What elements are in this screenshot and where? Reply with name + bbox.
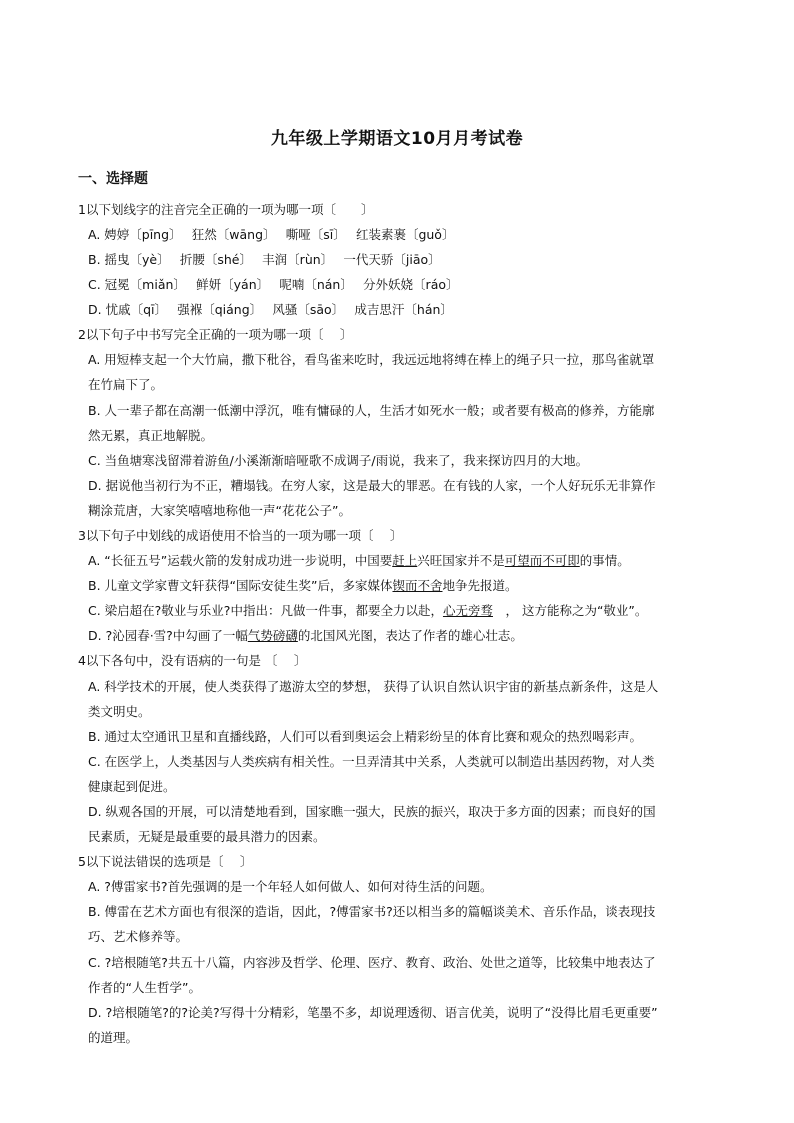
underlined-idiom: 锲而不舍	[392, 578, 443, 593]
question-4-option-b: B. 通过太空通讯卫星和直播线路，人们可以看到奥运会上精彩纷呈的体育比赛和观众的热烈喝彩声。	[88, 729, 643, 744]
option-d-text-1: D. ?沁园春·雪?中勾画了一幅	[88, 628, 248, 643]
underlined-phrase: 赶上	[392, 553, 418, 568]
option-d-text-2: 的北国风光图，表达了作者的雄心壮志。	[297, 628, 523, 643]
question-2-option-c: C. 当鱼塘寒浅留滞着游鱼/小溪渐渐暗哑歌不成调子/雨说，我来了，我来探访四月的大地。	[88, 453, 589, 468]
question-1-option-a: A. 娉婷〔pīng〕 狂然〔wāng〕 嘶哑〔sī〕 红装素裹〔guǒ〕	[88, 227, 455, 242]
question-2-option-d: D. 据说他当初行为不正，糟塌钱。在穷人家，这是最大的罪恶。在有钱的人家，一个人好玩乐无非算作	[88, 478, 656, 493]
question-3-option-d	[88, 628, 523, 644]
question-5-option-a: A. ?傅雷家书?首先强调的是一个年轻人如何做人、如何对待生活的问题。	[88, 879, 493, 894]
question-2-option-a: A. 用短棒支起一个大竹扁，撒下秕谷，看鸟雀来吃时，我远远地将缚在棒上的绳子只一拉，那鸟雀就罩	[88, 352, 655, 367]
question-1-stem: 1以下划线字的注音完全正确的一项为哪一项〔 〕	[78, 202, 374, 217]
question-3-option-b	[88, 578, 518, 594]
option-a-text-2: 兴旺国家并不是	[417, 553, 505, 568]
option-b-text-1: B. 儿童文学家曹文轩获得“国际安徒生奖”后，多家媒体	[88, 578, 393, 593]
question-2-option-b-cont: 然无累，真正地解脱。	[88, 428, 214, 443]
underlined-idiom: 气势磅礴	[247, 628, 298, 643]
question-2-option-d-cont: 糊涂荒唐，大家笑嘻嘻地称他一声“花花公子”。	[88, 503, 351, 518]
option-a-text-1: A. “长征五号”运载火箭的发射成功进一步说明，中国要	[88, 553, 393, 568]
question-3-option-c	[88, 603, 647, 619]
question-5-option-b-cont: 巧、艺术修养等。	[88, 929, 189, 944]
section-heading: 一、选择题	[78, 171, 148, 187]
underlined-idiom: 可望而不可即	[504, 553, 580, 568]
question-4-option-c-cont: 健康起到促进。	[88, 779, 176, 794]
question-2-stem: 2以下句子中书写完全正确的一项为哪一项〔 〕	[78, 327, 353, 342]
question-5-option-c: C. ?培根随笔?共五十八篇，内容涉及哲学、伦理、医疗、教育、政治、处世之道等，比较集中地表达了	[88, 955, 656, 970]
question-2-option-b: B. 人一辈子都在高潮一低潮中浮沉，唯有慵碌的人，生活才如死水一般；或者要有极高的修养，方能廓	[88, 403, 655, 418]
question-4-option-d: D. 纵观各国的开展，可以清楚地看到，国家瞧一强大，民族的振兴，取决于多方面的因素；而良好的国	[88, 804, 656, 819]
question-3-option-a	[88, 553, 630, 569]
option-c-text-2: ， 这方能称之为“敬业”。	[492, 603, 648, 618]
question-5-option-c-cont: 作者的“人生哲学”。	[88, 980, 201, 995]
question-4-option-a-cont: 类文明史。	[88, 704, 151, 719]
question-4-option-c: C. 在医学上，人类基因与人类疾病有相关性。一旦弄清其中关系，人类就可以制造出基因药物，对人类	[88, 754, 655, 769]
option-a-text-3: 的事情。	[579, 553, 630, 568]
question-4-option-a: A. 科学技术的开展，使人类获得了遨游太空的梦想， 获得了认识自然认识宇宙的新基点新条件，这是人	[88, 679, 659, 694]
question-5-option-d-cont: 的道理。	[88, 1030, 139, 1045]
question-5-option-b: B. 傅雷在艺术方面也有很深的造诣，因此，?傅雷家书?还以相当多的篇幅谈美术、音乐作品，谈表现技	[88, 904, 656, 919]
question-5-stem: 5以下说法错误的选项是〔 〕	[78, 854, 253, 869]
question-1-option-c: C. 冠冕〔miǎn〕 鲜妍〔yán〕 呢喃〔nán〕 分外妖娆〔ráo〕	[88, 277, 459, 292]
option-c-text-1: C. 梁启超在?敬业与乐业?中指出：凡做一件事，都要全力以赴，	[88, 603, 443, 618]
question-4-option-d-cont: 民素质，无疑是最重要的最具潜力的因素。	[88, 829, 326, 844]
question-3-stem: 3以下句子中划线的成语使用不恰当的一项为哪一项〔 〕	[78, 528, 403, 543]
option-b-text-2: 地争先报道。	[442, 578, 518, 593]
underlined-idiom: 心无旁骛	[442, 603, 493, 618]
question-4-stem: 4以下各句中，没有语病的一句是 〔 〕	[78, 653, 307, 668]
question-2-option-a-cont: 在竹扁下了。	[88, 377, 164, 392]
question-1-option-b: B. 摇曳〔yè〕 折腰〔shé〕 丰润〔rùn〕 一代天骄〔jiāo〕	[88, 252, 441, 267]
question-5-option-d: D. ?培根随笔?的?论美?写得十分精彩，笔墨不多，却说理透彻、语言优美，说明了“没得比眉毛更重要”	[88, 1005, 658, 1020]
page-title: 九年级上学期语文10月月考试卷	[270, 129, 524, 149]
question-1-option-d: D. 忧戚〔qī〕 强褓〔qiáng〕 风骚〔sāo〕 成吉思汗〔hán〕	[88, 302, 453, 317]
